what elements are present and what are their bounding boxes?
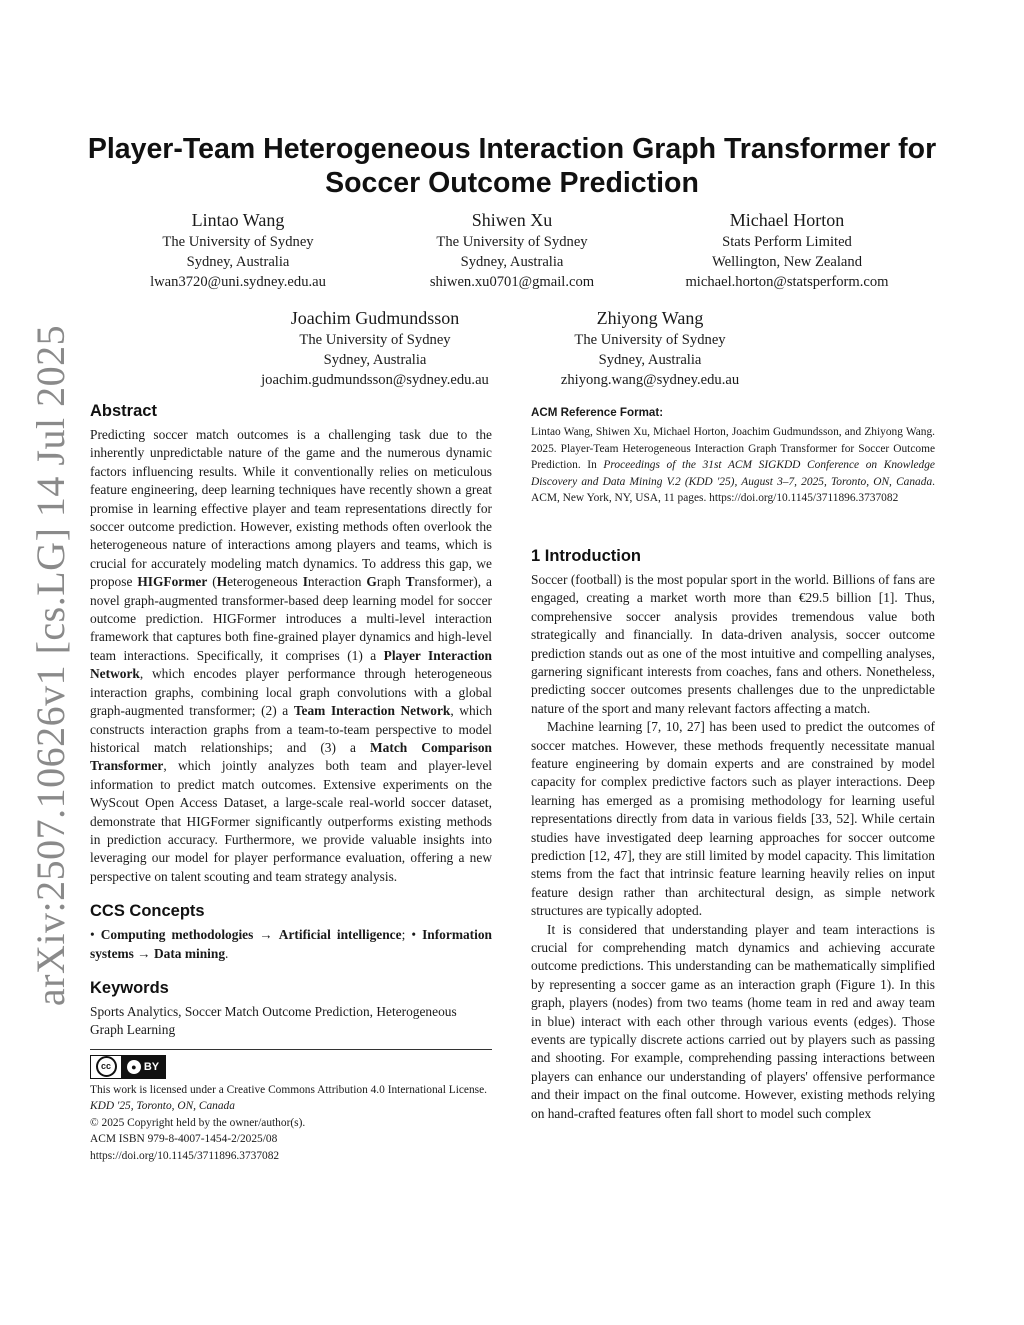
author-email: michael.horton@statsperform.com bbox=[685, 274, 889, 290]
component-name: Player Interaction Network bbox=[90, 647, 492, 682]
arxiv-side-label bbox=[28, 324, 74, 1006]
acm-reference-text bbox=[531, 424, 935, 507]
author-location: Wellington, New Zealand bbox=[712, 254, 862, 270]
ccs-part: . bbox=[225, 945, 229, 961]
author-block bbox=[118, 209, 358, 292]
author-email: joachim.gudmundsson@sydney.edu.au bbox=[261, 372, 489, 388]
acm-reference-part: Lintao Wang, Shiwen Xu, Michael Horton, Joachim Gudmundsson, and Zhiyong Wang. 2025. Player-Team Heterogeneous Interaction Graph Transformer for Soccer Outcome Prediction. In bbox=[531, 426, 935, 472]
abstract-part: ransformer bbox=[414, 574, 474, 590]
author-location: Sydney, Australia bbox=[186, 254, 290, 270]
abstract-part: , which jointly analyzes both team and player-level information to predict match outcomes. Extensive experiments on the WyScout Open Access Dataset, a large-scale real-world soccer dataset, demonstrate that HIGFormer significantly outperforms existing methods in prediction accuracy. Furthermore, we provide valuable insights into leveraging our model for player performance evaluation, offering a new perspective on talent scouting and team strategy analysis. bbox=[90, 758, 492, 884]
abstract-part: raph bbox=[376, 574, 406, 590]
license-line: This work is licensed under a Creative Commons Attribution 4.0 International License. bbox=[90, 1083, 488, 1096]
author-email: zhiyong.wang@sydney.edu.au bbox=[560, 372, 740, 388]
author-block bbox=[657, 209, 917, 292]
intro-paragraph: Machine learning [7, 10, 27] has been used to predict the outcomes of soccer matches. However, these methods frequently necessitate manual feature engineering by domain experts and are constrained by model capacity for complex predictive factors such as player interactions. Deep learning has emerged as a promising methodology for learning useful representations directly from data in various fields [33, 52]. While certain studies have investigated deep learning approaches for soccer outcome prediction [12, 47], they are still limited by model capacity. This limitation stems from the fact that intrinsic feature learning heavily relies on input feature design rather than architectural design, as simple network structures are typically adopted. bbox=[531, 719, 935, 919]
component-name: Match Comparison Transformer bbox=[90, 739, 492, 774]
title-line-1: Player-Team Heterogeneous Interaction Graph Transformer for bbox=[87, 133, 937, 165]
abstract-part: ( bbox=[207, 574, 217, 590]
author-email: shiwen.xu0701@gmail.com bbox=[429, 274, 595, 290]
abstract-part: eterogeneous bbox=[227, 574, 303, 590]
ccs-concept: Computing methodologies bbox=[100, 927, 254, 943]
abstract-text bbox=[90, 426, 492, 886]
acm-reference bbox=[531, 404, 935, 507]
author-affiliation: The University of Sydney bbox=[574, 332, 726, 348]
isbn-line: ACM ISBN 979-8-4007-1454-2/2025/08 bbox=[90, 1133, 278, 1146]
abstract-part: , which constructs interaction graphs from a team-to-team perspective to model historical match relationships; and (3) a bbox=[90, 703, 493, 755]
by-label: BY bbox=[143, 1060, 160, 1073]
author-email: lwan3720@uni.sydney.edu.au bbox=[150, 274, 326, 290]
cc-icon: cc bbox=[96, 1056, 117, 1077]
person-icon: ● bbox=[127, 1060, 141, 1074]
author-name: Zhiyong Wang bbox=[596, 308, 704, 328]
author-location: Sydney, Australia bbox=[460, 254, 564, 270]
ccs-concept: Data mining bbox=[153, 945, 226, 961]
cc-by-license-icon bbox=[90, 1055, 166, 1079]
author-location: Sydney, Australia bbox=[598, 352, 702, 368]
ccs-arrow: → bbox=[133, 945, 154, 961]
arxiv-id: arXiv:2507.10626v1 [cs.LG] 14 Jul 2025 bbox=[28, 324, 74, 1006]
abstract-part: , which encodes player performance through heterogeneous interaction graphs, combining local graph convolutions with a global graph-augmented transformer; (2) a bbox=[90, 666, 492, 719]
author-name: Lintao Wang bbox=[191, 210, 285, 230]
keywords-text: Sports Analytics, Soccer Match Outcome Prediction, Heterogeneous Graph Learning bbox=[90, 1003, 457, 1038]
abstract-part: nteraction bbox=[307, 574, 367, 590]
acm-reference-venue: Proceedings of the 31st ACM SIGKDD Conference on Knowledge Discovery and Data Mining V.2 (KDD '25), August 3–7, 2025, Toronto, ON, Canada bbox=[531, 459, 935, 488]
author-location: Sydney, Australia bbox=[323, 352, 427, 368]
acm-reference-part: . ACM, New York, NY, USA, 11 pages. https://doi.org/10.1145/3711896.3737082 bbox=[531, 475, 935, 505]
paper-title bbox=[80, 132, 944, 200]
model-letter: G bbox=[366, 574, 377, 590]
ccs-concept: Information systems bbox=[90, 927, 492, 961]
component-name: Team Interaction Network bbox=[293, 703, 451, 719]
abstract-heading: Abstract bbox=[90, 402, 157, 420]
acm-reference-heading: ACM Reference Format: bbox=[531, 406, 664, 419]
keywords-heading: Keywords bbox=[90, 978, 169, 997]
left-column bbox=[90, 400, 492, 1164]
author-block bbox=[238, 307, 512, 390]
license-block bbox=[90, 1049, 492, 1165]
author-name: Michael Horton bbox=[729, 210, 845, 230]
model-letter: H bbox=[216, 574, 228, 590]
ccs-text bbox=[90, 926, 492, 963]
ccs-concept: Artificial intelligence bbox=[278, 927, 402, 943]
ccs-part: • bbox=[90, 927, 101, 943]
author-name: Shiwen Xu bbox=[471, 210, 553, 230]
conference-line: KDD '25, Toronto, ON, Canada bbox=[90, 1100, 235, 1113]
model-name: HIGFormer bbox=[137, 574, 208, 590]
doi-link[interactable]: https://doi.org/10.1145/3711896.3737082 bbox=[90, 1149, 280, 1162]
abstract-part: ), a novel graph-augmented transformer-based deep learning model for soccer outcome prediction. HIGFormer introduces a multi-level interaction framework that captures both fine-grained player dynamics and high-level team interactions. Specifically, it comprises (1) a bbox=[90, 574, 492, 663]
intro-paragraph: It is considered that understanding player and team interactions is crucial for comprehending match dynamics and achieving accurate outcome predictions. This understanding can be mathematically simplified by representing a soccer game as an interaction graph (Figure 1). In this graph, players (nodes) from two teams (home team in red and away team in blue) interact with each other through various events (edges). Those events are typically discrete actions carried out by players such as passing and shooting. For example, comprehending passing interactions between players can enhance our understanding of players' offensive performance and their impact on the final outcome. However, existing methods relying on hand-crafted features often fall short to model such complex bbox=[531, 921, 935, 1121]
ccs-arrow: → bbox=[253, 927, 279, 943]
model-letter: I bbox=[302, 574, 308, 590]
introduction-heading: 1 Introduction bbox=[531, 546, 641, 565]
ccs-heading: CCS Concepts bbox=[90, 902, 205, 921]
author-block bbox=[530, 307, 770, 390]
model-letter: T bbox=[405, 574, 415, 590]
author-affiliation: The University of Sydney bbox=[299, 332, 451, 348]
author-affiliation: The University of Sydney bbox=[436, 234, 588, 250]
author-affiliation: The University of Sydney bbox=[162, 234, 314, 250]
author-name: Joachim Gudmundsson bbox=[290, 308, 460, 328]
right-column bbox=[531, 404, 935, 1123]
title-line-2: Soccer Outcome Prediction bbox=[325, 167, 699, 199]
abstract-part: Predicting soccer match outcomes is a challenging task due to the inherently unpredictable nature of the game and the numerous dynamic factors influencing results. While it conventionally relies on meticulous feature engineering, deep learning techniques have recently shown a great promise in learning effective player and team representations directly for soccer outcome prediction. However, existing methods often overlook the heterogeneous nature of interactions among players and teams, which is crucial for accurately modeling match dynamics. To address this gap, we propose bbox=[90, 427, 492, 590]
intro-paragraph: Soccer (football) is the most popular sport in the world. Billions of fans are engaged, creating a market worth more than €29.5 billion [1]. Thus, comprehensive soccer analysis provides tremendous value both strategically and financially. In data-driven analysis, soccer outcome prediction stands out as one of the most intuitive and compelling analyses, garnering significant interests from coaches, fans and others. Nonetheless, predicting soccer outcomes presents challenges due to the unpredictable nature of the sport and many relevant factors affecting a match. bbox=[531, 571, 935, 716]
author-affiliation: Stats Perform Limited bbox=[722, 234, 852, 250]
copyright-line: © 2025 Copyright held by the owner/author(s). bbox=[90, 1116, 306, 1129]
author-block bbox=[392, 209, 632, 292]
ccs-part: ; • bbox=[401, 927, 423, 943]
